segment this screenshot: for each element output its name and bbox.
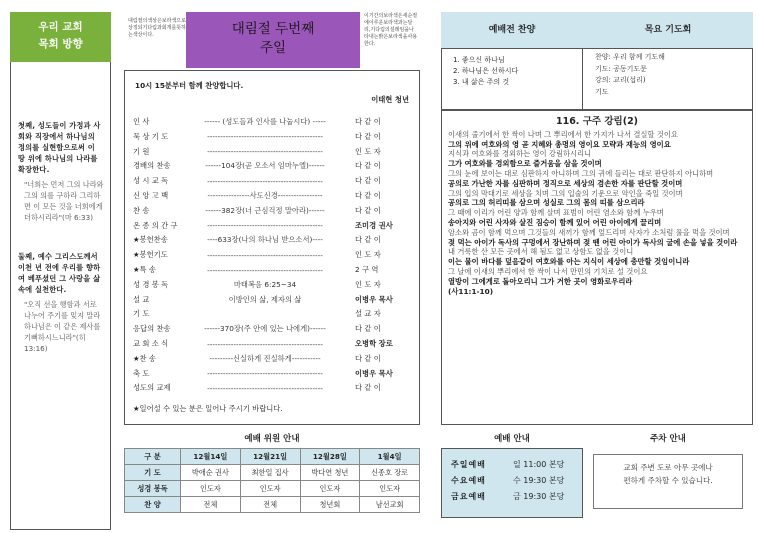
worship-time: 일 11:00 본당 [513,460,565,469]
order-header: 10시 15분부터 함께 찬양합니다. [135,81,244,90]
table-cell: 박애순 권사 [181,465,241,481]
order-item: 찬 송 [133,205,150,215]
order-detail: -------------------------------------------- [207,339,323,349]
order-detail: ---------신실하게 진실하게----------- [209,353,321,363]
mission-first: 첫째, 성도들이 가정과 사회와 직장에서 하나님의 정의를 실현함으로써 이 땅 위에 하나님의 나라를 확장한다. [18,121,101,174]
parking-text: 교회 주변 도로 아무 곳에나 [623,463,713,472]
worship-order-row [133,381,413,395]
worship-order-row [133,337,413,351]
order-person: 인 도 자 [355,250,381,260]
order-item: ★특 송 [133,265,156,274]
worship-order-row [133,204,413,218]
order-item: 기 도 [133,309,150,319]
parking-guide-box [593,454,743,509]
table-cell: 전체 [240,497,300,513]
worship-time: 수 19:30 본당 [513,476,565,485]
title-line-2: 주일 [259,40,287,56]
reading-line: 송아지와 어린 사자와 살진 짐승이 함께 있어 어린 아이에게 끌리며 [448,217,662,227]
ministry-header-line-1: 우리 교회 [38,21,83,33]
worship-order-row [133,352,413,366]
order-person: 이병우 목사 [355,294,393,304]
thursday-prayer-title: 목요 기도회 [583,12,753,48]
thursday-prayer-list [583,48,753,110]
parking-guide-title: 주차 안내 [650,434,686,444]
order-person: 이병우 목사 [355,368,393,378]
order-detail: -------------------------------------------- [207,147,323,157]
reading-reference: (사11:1-10) [448,286,494,296]
order-detail: 이방인의 삶, 제자의 삶 [228,294,302,304]
pre-worship-praise-title: 예배전 찬양 [441,12,583,48]
worship-order-row [133,189,413,203]
order-item: 성 시 교 독 [133,176,169,186]
table-row [125,465,420,481]
order-detail: -------------------------------------------- [207,250,323,260]
table-cell: 인도자 [300,481,360,497]
worship-order-row [133,174,413,188]
worship-row [451,473,582,489]
reading-line: 열방이 그에게로 돌아오리니 그가 거한 곳이 영화로우리라 [448,276,633,286]
worship-time: 금 19:30 본당 [513,492,565,501]
order-item: 응답의 찬송 [133,324,171,334]
verse-first: "너희는 먼저 그의 나라와 그의 의를 구하라 그리하면 이 모든 것을 너희에게 더하시리라"(마 6:33) [24,180,104,222]
order-detail: -------------------------------------------- [207,265,323,275]
order-person: 다 같 이 [355,235,381,245]
worship-order-row [133,145,413,159]
worship-order-row [133,293,413,307]
order-person: 조미경 권사 [355,220,393,230]
table-cell: 청년회 [300,497,360,513]
table-cell: 전체 [181,497,241,513]
responsive-reading [441,110,753,425]
order-person: 인 도 자 [355,279,381,289]
order-detail: -------------------------------------------- [207,132,323,142]
worship-order-row [133,159,413,173]
table-row [125,497,420,513]
reading-line: 암소와 곰이 함께 먹으며 그것들의 새끼가 함께 엎드리며 사자가 소처럼 풀을 먹을 것이며 [448,227,730,237]
table-header-cell: 12월14일 [181,449,241,465]
mission-second: 둘째, 예수 그리스도께서 이천 년 전에 우리를 향하여 베푸셨던 그 사랑을 삶 속에 실천한다. [18,252,101,294]
page-title [186,12,360,68]
reading-line: 이새의 줄기에서 한 싹이 나며 그 뿌리에서 한 가지가 나서 결실할 것이요 [448,129,678,139]
worship-order-row [133,130,413,144]
order-person: 다 같 이 [355,117,381,126]
pre-worship-praise-list [441,48,583,110]
service-committee-title: 예배 위원 안내 [244,434,300,444]
worship-order-row [133,367,413,381]
order-detail: -------------------------------------------- [207,369,323,379]
reading-line: 이는 물이 바다를 덮음같이 여호와를 아는 지식이 세상에 충만할 것임이니라 [448,257,690,267]
order-person: 다 같 이 [355,161,381,171]
reading-line: 그의 위에 여호와의 영 곧 지혜와 총명의 영이요 모략과 재능의 영이요 [448,139,671,149]
reading-line: 그의 입의 막대기로 세상을 치며 그의 입술의 기운으로 악인을 죽일 것이며 [448,188,683,198]
ministry-direction-box [10,62,111,530]
worship-order-row [133,233,413,247]
list-item: 1. 좋으신 하나님 [453,56,505,64]
worship-order-row [133,115,413,129]
table-cell: 성경 봉독 [125,481,181,497]
reading-line: 공의로 가난한 자를 심판하며 정직으로 세상의 겸손한 자를 판단할 것이며 [448,178,683,188]
order-item: ★찬 송 [133,353,156,363]
order-item: 교 회 소 식 [133,339,169,348]
order-of-worship [124,70,420,425]
order-person: 2 구 역 [355,265,379,274]
order-item: 경배의 찬송 [133,161,171,171]
advent-color-note: 대림절의색상은보라색으로상징되기다림과회개를뜻하는색상이다. [128,18,186,38]
table-cell: 신종호 장로 [360,465,420,481]
order-item: 묵 상 기 도 [133,131,169,141]
worship-guide-box [441,448,583,518]
list-item: 2. 하나님은 선하시다 [453,67,519,75]
reading-line: 젖 먹는 아이가 독사의 구멍에서 장난하며 젖 뗀 어린 아이가 독사의 굴에 손을 넣을 것이라 [448,237,738,247]
order-item: 신 앙 고 백 [133,191,169,200]
order-person: 다 같 이 [355,324,381,334]
worship-order-row [133,307,413,321]
worship-row [451,457,582,473]
order-person: 다 같 이 [355,131,381,141]
order-item: 설 교 [133,294,150,304]
worship-order-row [133,263,413,277]
ministry-direction-header [10,12,111,62]
table-cell: 기 도 [125,465,181,481]
worship-order-row [133,278,413,292]
order-detail: 마태복음 6:25~34 [233,279,297,289]
table-row [125,481,420,497]
worship-order-row [133,322,413,336]
order-person: 오병학 장로 [355,339,393,348]
list-item: 기도 [595,87,609,96]
verse-second: "오직 선을 행함과 서로 나누어 주기를 잊지 말라 하나님은 이 같은 제사를 기뻐하시느니라"(히 13:16) [24,300,101,353]
reading-line: 그의 눈에 보이는 대로 심판하지 아니하며 그의 귀에 들리는 대로 판단하지 아니하며 [448,168,714,178]
order-item: 성도의 교제 [133,383,171,393]
order-footnote: ★일어설 수 있는 분은 일어나 주시기 바랍니다. [133,404,283,413]
service-committee-table [124,448,420,513]
order-item: 성 경 봉 독 [133,279,169,289]
order-person: 인 도 자 [355,146,381,156]
reading-line: 지식과 여호와를 경외하는 영이 강림하시리니 [448,149,592,159]
order-person: 다 같 이 [355,191,381,200]
order-detail: -------------------------------------------- [207,221,323,231]
list-item: 강의: 교리(섭리) [595,76,646,84]
order-detail: ------370장(주 안에 있는 나에게)------ [204,324,326,334]
table-cell: 인도자 [360,481,420,497]
reading-line: 그 때에 이리가 어린 양과 함께 살며 표범이 어린 염소와 함께 누우며 [448,208,664,218]
order-person: 설 교 자 [355,309,381,319]
list-item: 찬양: 우리 함께 기도해 [595,53,665,61]
order-item: 온 종 의 간 구 [133,220,178,230]
list-item: 3. 내 삶은 주의 것 [453,78,510,86]
worship-order-row [133,219,413,233]
table-cell: 찬 양 [125,497,181,513]
ministry-header-line-2: 목회 방향 [38,38,83,50]
table-cell: 박다연 청년 [300,465,360,481]
order-item: 축 도 [133,368,150,378]
worship-name: 주일예배 [451,460,486,469]
reading-line: 그 날에 이새의 뿌리에서 한 싹이 나서 만민의 기치로 설 것이요 [448,266,648,276]
worship-name: 금요예배 [451,492,486,501]
order-detail: ----633장(나의 하나님 받으소서)---- [207,235,323,245]
order-detail: -------------------------------------------- [207,176,323,186]
order-item: ★봉헌찬송 [133,235,168,245]
table-cell: 최한일 집사 [240,465,300,481]
order-person: 다 같 이 [355,353,381,363]
worship-name: 수요예배 [451,476,486,485]
reading-line: 내 거룩한 산 모든 곳에서 해 됨도 없고 상함도 없을 것이니 [448,247,634,257]
order-detail: ------ (성도들과 인사를 나눕시다) ----- [204,117,326,126]
reading-title: 116. 구주 강림(2) [555,116,639,127]
table-header-cell: 1월4일 [360,449,420,465]
order-detail: ----------------사도신경----------------- [207,191,323,200]
title-line-1: 대림절 두번째 [231,21,315,37]
reading-line: 그가 여호와를 경외함으로 즐거움을 삼을 것이며 [448,159,602,169]
table-header-cell: 12월21일 [240,449,300,465]
order-detail: ------104장(곧 오소서 임마누엘)------ [205,161,325,171]
reading-line: 공의로 그의 허리띠를 삼으며 성실로 그의 몸의 띠를 삼으리라 [448,198,645,208]
table-cell: 인도자 [181,481,241,497]
table-cell: 남선교회 [360,497,420,513]
order-person: 다 같 이 [355,383,381,393]
order-item: 기 원 [133,146,150,156]
praise-leader: 이태현 청년 [371,95,409,104]
order-detail: -------------------------------------------- [207,383,323,393]
order-detail: ------382장(너 근심걱정 말아라)------ [205,205,325,215]
worship-row [451,489,582,505]
worship-order-row [133,248,413,262]
table-header-cell: 12월28일 [300,449,360,465]
table-header-cell: 구 분 [125,449,181,465]
order-person: 다 같 이 [355,205,381,215]
worship-guide-title: 예배 안내 [494,434,530,444]
parking-text: 편하게 주차할 수 있습니다. [623,476,713,485]
list-item: 기도: 공동기도문 [595,64,647,73]
purple-meaning-note: 이기간의보라색은새순절에이루운보라색과는달리,기다림의설레임을나타내는밝은보라색을사용한다. [364,13,418,47]
table-cell: 인도자 [240,481,300,497]
order-person: 다 같 이 [355,176,381,186]
order-item: 인 사 [133,117,150,126]
order-item: ★봉헌기도 [133,250,168,260]
